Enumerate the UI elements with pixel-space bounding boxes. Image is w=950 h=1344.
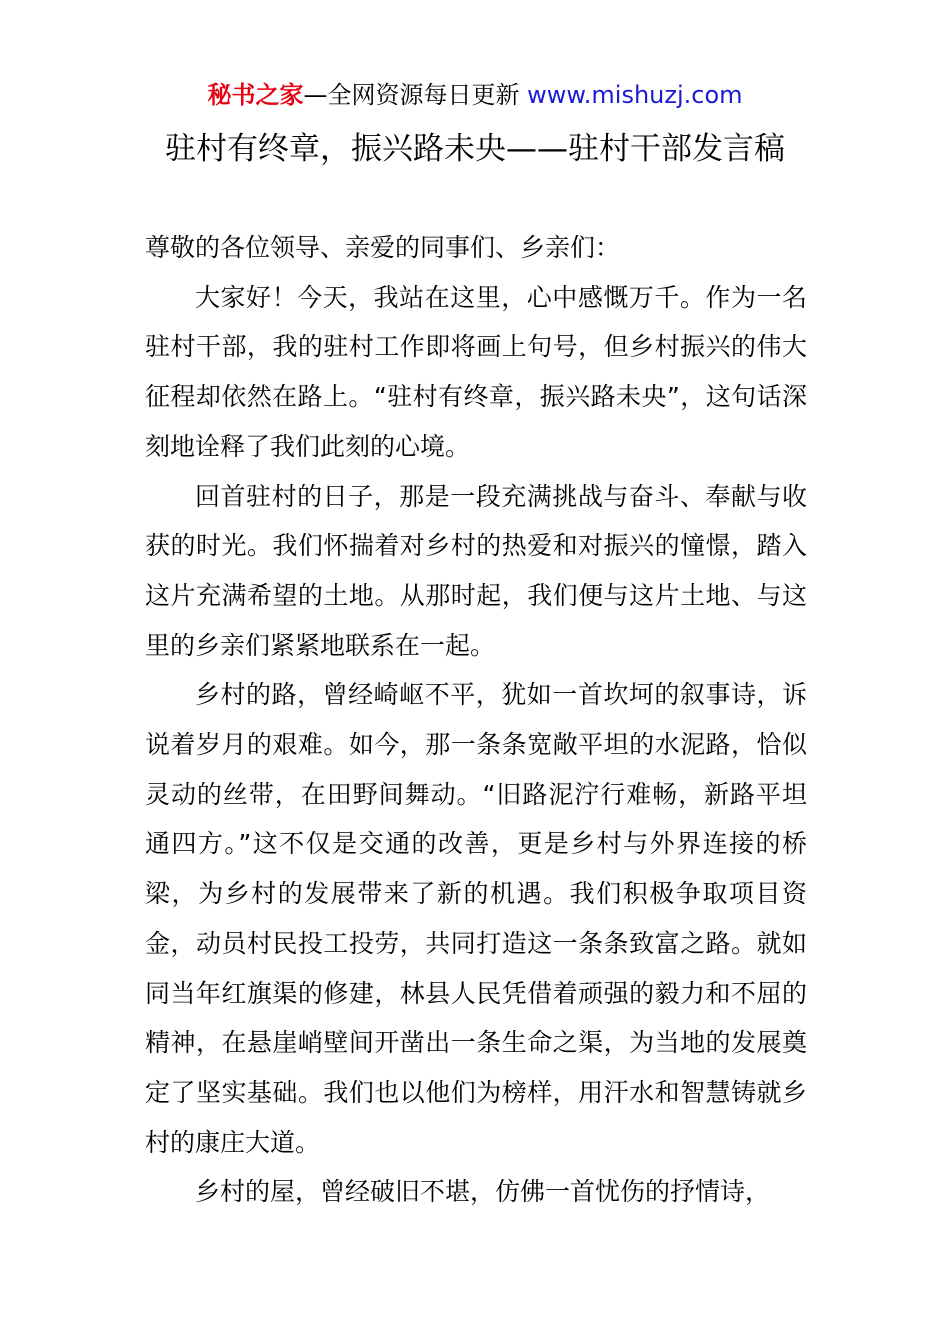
site-brand: 秘书之家 [207, 81, 304, 109]
site-header [0, 80, 950, 110]
document-title: 驻村有终章，振兴路未央——驻村干部发言稿 [165, 131, 785, 167]
site-tagline: —全网资源每日更新 [303, 81, 520, 109]
paragraph: 大家好！今天，我站在这里，心中感慨万千。作为一名驻村干部，我的驻村工作即将画上句号，但乡村振兴的伟大征程却依然在路上。“驻村有终章，振兴路未央”，这句话深刻地诠释了我们此刻的心境。 [145, 282, 807, 461]
site-url[interactable]: www.mishuzj.com [527, 81, 743, 109]
paragraph: 乡村的屋，曾经破旧不堪，仿佛一首忧伤的抒情诗， [195, 1177, 771, 1207]
paragraph: 乡村的路，曾经崎岖不平，犹如一首坎坷的叙事诗，诉说着岁月的艰难。如今，那一条条宽敞平坦的水泥路，恰似灵动的丝带，在田野间舞动。“旧路泥泞行难畅，新路平坦通四方。”这不仅是交通的改善，更是乡村与外界连接的桥梁，为乡村的发展带来了新的机遇。我们积极争取项目资金，动员村民投工投劳，共同打造这一条条致富之路。就如同当年红旗渠的修建，林县人民凭借着顽强的毅力和不屈的精神，在悬崖峭壁间开凿出一条生命之渠，为当地的发展奠定了坚实基础。我们也以他们为榜样，用汗水和智慧铸就乡村的康庄大道。 [145, 680, 807, 1157]
document-body [145, 223, 807, 1217]
salutation: 尊敬的各位领导、亲爱的同事们、乡亲们： [145, 233, 621, 262]
paragraph: 回首驻村的日子，那是一段充满挑战与奋斗、奉献与收获的时光。我们怀揣着对乡村的热爱和对振兴的憧憬，踏入这片充满希望的土地。从那时起，我们便与这片土地、与这里的乡亲们紧紧地联系在一起。 [145, 481, 807, 660]
